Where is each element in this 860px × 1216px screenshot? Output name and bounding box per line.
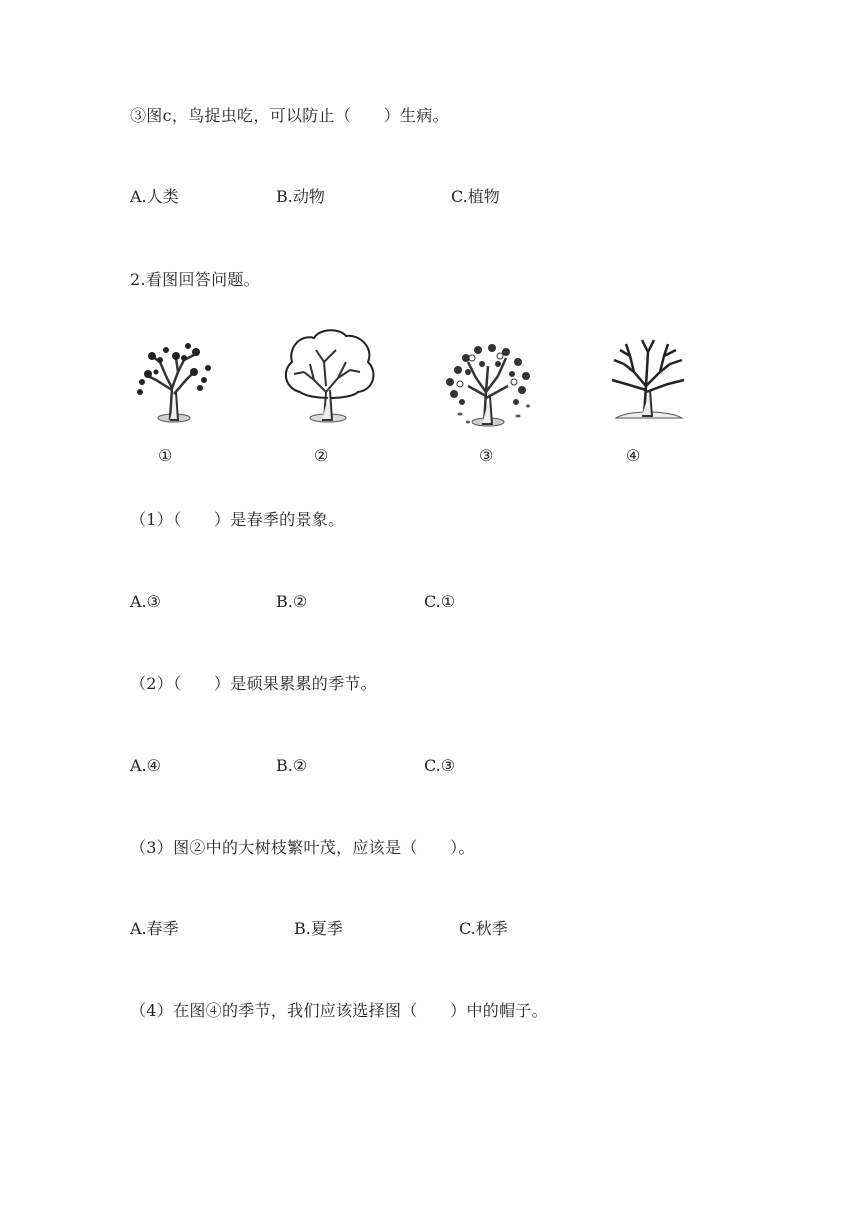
question-heading: 2.看图回答问题。 (130, 270, 260, 289)
tree-spring-figure (126, 332, 226, 428)
figure-label-4: ④ (626, 446, 641, 465)
tree-autumn-figure (438, 336, 542, 432)
sub-question-3-option-b: B.夏季 (294, 919, 343, 938)
option-a: A.人类 (130, 187, 179, 206)
sub-question-2-text: （2）（ ）是硕果累累的季节。 (130, 674, 377, 693)
tree-summer-figure (280, 326, 380, 428)
sub-question-2-option-b: B.② (276, 756, 308, 775)
tree-winter-figure (598, 332, 702, 424)
option-b: B.动物 (276, 187, 325, 206)
sub-question-1-option-c: C.① (424, 592, 456, 611)
question-text: ③图c，鸟捉虫吃，可以防止（ ）生病。 (130, 106, 449, 125)
sub-question-1-option-a: A.③ (130, 592, 161, 611)
option-c: C.植物 (451, 187, 500, 206)
figure-label-2: ② (314, 446, 329, 465)
sub-question-3-option-a: A.春季 (130, 919, 179, 938)
sub-question-2-option-c: C.③ (424, 756, 456, 775)
sub-question-2-option-a: A.④ (130, 756, 161, 775)
sub-question-1-option-b: B.② (276, 592, 308, 611)
figure-label-1: ① (158, 446, 173, 465)
sub-question-3-text: （3）图②中的大树枝繁叶茂，应该是（ ）。 (130, 838, 475, 857)
sub-question-4-text: （4）在图④的季节，我们应该选择图（ ）中的帽子。 (130, 1001, 548, 1020)
sub-question-3-option-c: C.秋季 (459, 919, 508, 938)
figure-label-3: ③ (479, 446, 494, 465)
sub-question-1-text: （1）（ ）是春季的景象。 (130, 510, 345, 529)
